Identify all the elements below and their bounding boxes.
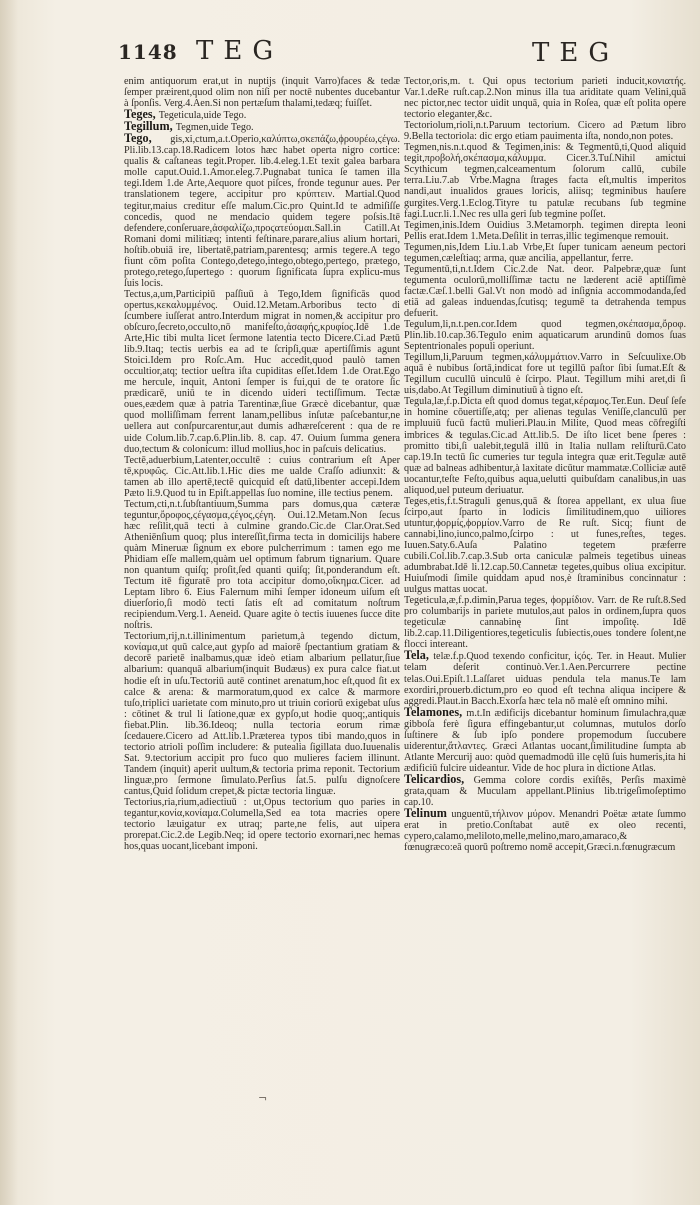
dictionary-entry xyxy=(404,650,686,706)
entry-headword: Tela, xyxy=(404,648,434,663)
corner-mark: ¬ xyxy=(258,1092,268,1105)
dictionary-entry xyxy=(124,133,400,289)
entry-text: Tector,oris,m. t. Qui opus tectorium parieti inducit,κονιατής. Var.1.deRe ruſt.cap.2.Non minus illa tua ariditate quam Velini,quā nec pictor,nec tector uidit unquā, quia in Roſea, quæ eſt polita opere tectorio eleganter,&c. xyxy=(404,76,686,121)
entry-text: Teges,etis,f.t.Straguli genus,quā & ſtorea appellant, ex ulua ſiue ſcirpo,aut ſparto in lodicis ſimilitudinem,quo uiliores utuntur,ϕορμίς,ϕορμίον.Varro de Re ruſt. Sicq; fiunt de cannabi,lino,iunco,palmo,ſcirpo : ut funes,reſtes, teges. Iuuen.Saty.6.Auſa Palatino tegetem præferre cubili.Col.lib.7.cap.3.Sub orta caniculæ palmeis tegetibus uineas adumbrabat.Idē li.12.cap.50.Cannetæ tegetes,quibus oliua excipitur. Huiuſmodi ſimile quiddam apud nos,è ſtraminibus concinnatur : uulgus mattas uocat. xyxy=(404,495,686,596)
dictionary-entry xyxy=(404,142,686,219)
entry-text: Tectorius,ria,rium,adiectiuū : ut,Opus tectorium quo paries in tegantur,κονία,κονίαμα.Columella,Sed ea tota macries opere tectorio læuigatur ex utraq; parte,ne felis, aut uipera prorepat.Cic.2.de Legib.Neq; id opere tectorio exornari,nec hemas hos,quas uocant,licebant imponi. xyxy=(124,797,400,853)
page-number: 1148 xyxy=(118,40,178,64)
dictionary-entry xyxy=(124,289,400,455)
entry-text: Tectē,aduerbium,Latenter,occultē : cuius contrarium eſt Aper tē,κρυφῶς. Cic.Att.lib.1.Hic dies me ualde Craſſo adiunxit: & tamen ab illo apertē,tectē quicquid eſt datū,libenter accepi.Idem Pæto li.9.Quod tu in Epiſt.appellas ſuo nomine, ille tectius penem. xyxy=(124,454,400,499)
dictionary-entry xyxy=(404,76,686,120)
dictionary-entry xyxy=(124,499,400,632)
dictionary-entry xyxy=(404,264,686,319)
dictionary-entry xyxy=(404,352,686,396)
dictionary-entry xyxy=(404,396,686,495)
entry-text: Tegumentū,ti,n.t.Idem Cic.2.de Nat. deor. Palpebræ,quæ ſunt tegumenta oculorū,molliſſimæ tactu ne læderent aciē aptiſſimè factæ.Cæſ.1.belli Gal.Vt non modò ad inſignia accommodanda,ſed etiā ad galeas induendas,ſcutisq; tegumē ta detrahenda tempus defuerit. xyxy=(404,263,686,319)
entry-text: Tegillum,li,Paruum tegmen,κάλυμμάτιον.Varro in Seſcuulixe.Ob aquā è nubibus ſortā,indicat fore ut tegillū paſtor ſibi ſumat.Eſt & Tegillum cucullū uinculū è ſcirpo. Plaut. Tegillum mihi aret,di ſi uis,dabo.At Tegillum diminutiuū à tigno eſt. xyxy=(404,352,686,397)
entry-text: Tectorium,rij,n.t.illinimentum parietum,à tegendo dictum, κονίαμα,ut quū calce,aut gypſo ad maiorē ſpectantium gratiam & decorē parietē inalbamus,quæ ideò etiam albarium pellatur,ſiue albarium: quanquā albarium(inquit Budæus) ex pura calce fiat.ut hodie eſt in uſu.Tectoriū autē continet arenatum,hoc eſt,quod ſit ex calce & arena: & marmoratum,quod ex calce & marmore tuſo,triplici uarietate com minuto,pro ut triuin coriorū exigebat uſus : cōtinet & trul li ſatione,quæ ex gypſo,ut hodie quoq;,antiquis fiebat.Plin. lib.36.Ideoq; nulla tectoria eorum rimæ ſcedauere.Cicero ad Att.lib.1.Præterea typos tibi mando,quos in tectorio atrioli poſſim includere: & putealia ſigillata duo.Iuuenalis Sat. 9.tectorium accipit pro fuco quo mulieres faciem illinunt. Tandem (inquit) aperit uultum,& tectoria prima reponit. Tectorium linguæ,pro ſermone ſimulato.Perſius ſat.5. pulſu dignoſcere cantus,Quid ſolidum crepet,& pictæ tectoria linguæ. xyxy=(124,631,400,797)
entry-text: Tegulum,li,n.t.pen.cor.Idem quod tegmen,σκέπασμα,ὄροφ. Plin.lib.10.cap.36.Tegulo enim aquaticarum arundinū domos ſuas Septentrionales populi operiunt. xyxy=(404,319,686,353)
entry-text: Tegeticula,æ,f.p.dimin,Parua teges, ϕορμίδιον. Varr. de Re ruſt.8.Sed pro columbarijs in pariete mutulos,aut palos in ordinem,ſupra quos tegeticulæ cannabinę ſint impoſitę. Idē lib.2.cap.11.Diligentiores,tegeticulis ſubiectis,oues tondere ſolent,ne flocci intereant. xyxy=(404,595,686,651)
dictionary-entry xyxy=(124,455,400,499)
entry-headword: Telinum xyxy=(404,806,452,821)
running-head-left: TEG xyxy=(196,36,284,66)
dictionary-entry xyxy=(404,319,686,352)
page-header xyxy=(100,36,660,66)
entry-text: Tectum,cti,n.t.ſubſtantiuum,Summa pars domus,qua cæteræ teguntur,ὄροφος,ϛέγασμα,ϛέγος,ϛέγη. Oui.12.Metam.Non ſecus hæc reſilit,quā tecti à culmine grando.Cic.de Clar.Orat.Sed Atheniēnſium quoq; plus intereſſit,firma tecta in domicilijs habere quàm Mineruæ ſignum ex ebore pulcherrimum : tamen ego me Phidiam eſſe mallem,quàm uel optimum fabrum tignarium. Quare non quantum quiſq; proſit,ſed quanti quiſq; ſit,ponderandum eſt. Tectum itē figuratē pro tota accipitur domo,οἴκημα.Cicer. ad Leptam libro 6. Eius Falernum mihi ſemper idoneum uiſum eſt diuerſorio,ſi modò tecti ſatis eſt ad comitatum noſtrum recipiendum.Verg.1. Aeneid. Quare agite ò tectis iuuenes ſucce dite noſtris. xyxy=(124,498,400,632)
dictionary-entry xyxy=(404,220,686,242)
entry-text: Tegmen,nis.n.t.quod & Tegimen,inis: & Tegmentū,ti,Quod aliquid tegit,προβολή,σκέπασμα,κάλυμμα. Cicer.3.Tuſ.Nihil amictui Scythicum tegmen,calceamentum ſolorum callū, cubile terra.Liu.7.ab Vrbe.Magna ſtrages facta eſt,multis imperitos nandi,aut inualidos graues loricis, aliisq; tegminibus hauſere gurgites.Verg.1.Eclog.Tityre tu patulæ recubans ſub tegmine fagi.Lucr.li.1.Nec res ulla geri ſub tegmine poſſet. xyxy=(404,142,686,220)
dictionary-entry xyxy=(404,595,686,650)
dictionary-entry xyxy=(124,797,400,852)
entry-text: Gemma colore cordis exiſtēs, Perſis maximè grata,quam & Muculam appellant.Plinius lib.trigeſimoſeptimo cap.10. xyxy=(404,774,687,809)
dictionary-entry xyxy=(404,704,687,774)
dictionary-entry xyxy=(124,76,400,109)
entry-headword: Telamones, xyxy=(404,704,467,719)
entry-headword: Tegillum, xyxy=(124,119,176,134)
entry-text: Tegimen,inis.Idem Ouidius 3.Metamorph. tegimen direpta leoni Pellis erat.Idem 1.Meta.Deſilit in terras,illic tegimenque remouit. xyxy=(404,219,686,242)
left-column xyxy=(124,76,400,852)
entry-text: enim antiquorum erat,ut in nuptijs (inquit Varro)faces & tedæ ſemper præirent,quod olim non niſi per noctē nubentes ducebantur à ſponſis. Verg.4.Aen.Si non pertæſum thalami,tedæq; fuiſſet. xyxy=(124,76,400,110)
entry-text: Tegumen,nis,Idem Liu.1.ab Vrbe,Et ſuper tunicam aeneum pectori tegumen,cæleſtiaq; arma, quæ ancilia, appellantur, ferre. xyxy=(404,241,686,264)
dictionary-entry xyxy=(404,496,686,595)
entry-text: telæ.f.p.Quod texendo conficitur, ἱϛός. Ter. in Heaut. Mulier telam deſerit continuò.Ver.1.Aen.Percurrere pectine telas.Oui.Epiſt.1.Laſſaret uiduas pendula tela manus.Te lam exordiri,prouerb.dictum,pro eo quod eſt techna aliqua incipere & aggredi.Plaut.in Bacch.Exorſa hæc tela nō malè eſt omnino mihi. xyxy=(404,651,686,707)
dictionary-entry xyxy=(404,808,686,853)
right-column xyxy=(404,76,686,853)
dictionary-entry xyxy=(404,242,686,264)
dictionary-entry xyxy=(404,771,687,809)
entry-text: Tegula,læ,f.p.Dicta eſt quod domus tegat,κέραμος.Ter.Eun. Deuſ ſeſe in homine cōuertiſſe,atq; per alienas tegulas Veniſſe,clanculū per impluuiū fucū factū mulieri.Plau.in Milite, Quod meas cōfregiſti imbrices & tegulas.Cic.ad Att.lib.5. De iſto licet bene ſperes : promitto tibi,ſi ualebit,tegulā illū in Italia nullam reliſturū.Cato cap.19.In tectū ſic cumeries tur tegula integra quæ erit.Tegulæ autē quæ ad balneas adhibentur,à laxitate dicūtur mammatæ.Colliciæ autē uocantur,teſte Feſto,quibus aqua,uelutti quibuſdam canalibus,in uas aliquod,uel puteum deriuatur. xyxy=(404,396,686,496)
entry-text: m.t.In ædificijs dicebantur hominum ſimulachra,quæ gibboſa ferè ſigura effingebantur,ut columnas, mutulos dorſo ſuſtinere & ſub ipſo pondere propemodum ſuccubere uiderentur,ἄτλαντες. Græci Atlantas uocant,ſimilitudine ſumpta ab Atlante Mercurij auo: quòd quemadmodū ille cęlū ſuis humeris,ita hi ædificiū fulcire uideantur. Vide de hoc plura in dictione Atlas. xyxy=(404,707,687,774)
entry-text: Tectus,a,um,Participiū paſſiuū à Tego,Idem ſignificās quod opertus,κεκαλυμμένος. Ouid.12.Metam.Arboribus tecto di ſcumbere iuſſerat antro.Interdum migrat in nomen,& accipitur pro obſcuro,ſecreto,occulto,nō manifeſto,ἀσαφής,κρυφίος.Idē 1.de Arte,Hic tibi multa licet ſermone latentia tecto Dicere.Ci.ad Pætū lib.9.Itaq; tectis uerbis ea ad te ſcripſi,quæ apertiſſimis agunt Stoici.Idem pro Roſc.Am. Huc accedit,quod paulò tamen occultior,atq; tectior ueſtra iſta cupiditas eſſet.Idem 1.de Orat.Ego me hercule, inquit, Antoni ſemper is fui,qui de te oratore ſic prædicarē, uniū te in dicendo uideri tectiſſimum. Tectæ oues,eædem quæ à patria Tarentinæ,ſiue Græcè dicebantur, quæ quod molliſſimam ferrent lanam,pellibus inſutæ paſcebantur,ne uellera aut conſpurcarentur,aut dumis adhæreſcerent : qua de re uide Colum.lib.7.cap.6.Plin.lib. 8. cap. 47. Ouium ſumma genera duo,tectum & colonicum: illud mollius,hoc in paſcuis delicatius. xyxy=(124,288,400,455)
entry-headword: Teges, xyxy=(124,107,159,122)
entry-text: Tegmen,uide Tego. xyxy=(175,122,254,134)
entry-text: Tectoriolum,rioli,n.t.Paruum tectorium. Cicero ad Pætum libro 9.Bella tectoriola: dic ergo etiam pauimenta iſta, nondo,non potes. xyxy=(404,120,686,143)
entry-text: Tegeticula,uide Tego. xyxy=(158,110,247,122)
entry-text: gis,xi,ctum,a.t.Operio,καλύπτω,σκεπάζω,ϕρουρέω,ϛέγω. Pli.lib.13.cap.18.Radicem lotos hæc habet operta nigro cortice: qualis & caſtaneas tegit.Proper. lib.4.eleg.1.Et texit galea barbara molle caput.Ouid.1.Amor.eleg.7.Pugnabat tunica ſe tamen illa tegi.Idem 1.de Arte,Aequore quot piſces, fronde tegunur aues. Per translationem tegere, accipitur pro κρύπτειν. Martial.Quod tegitur,maius creditur eſſe malum.Cic.pro Quint.Id te admiſiſſe concedis, quod ne mendacio quidem tegere poſsis.Itē defendere,conſeruare,ἀσφαλίζω,προϛατεύομαι.Sall.in Catill.At Romani domi militiæq; intenti feſtinare,parare,alius alium hortari, hoſtib.obuiā ire, libertatē,patriam,parentesq; armis tegere.A tego fiunt cōm poſita Contego,detego,intego,obtego,pertego, prætego, protego,retego,ſupertego : quorum ſignificata ſupra explicu-mus ſuis locis. xyxy=(124,134,400,289)
entry-headword: Telicardios, xyxy=(404,771,474,786)
entry-headword: Tego, xyxy=(124,131,171,146)
running-head-right: TEG xyxy=(532,38,620,68)
entry-text: unguentū,τήλινον μύρον. Menandri Poëtæ ætate ſummo erat in pretio.Conſtabat autē ex oleo recenti, cypero,calamo,meliloto,melle,melino,maro,amaraco,& fœnugræco:eā quorū poſtremo nomē accepit,Græci.n.fœnugræcum xyxy=(404,809,686,854)
dictionary-entry xyxy=(124,631,400,797)
book-gutter xyxy=(0,0,18,1205)
dictionary-entry xyxy=(404,120,686,142)
